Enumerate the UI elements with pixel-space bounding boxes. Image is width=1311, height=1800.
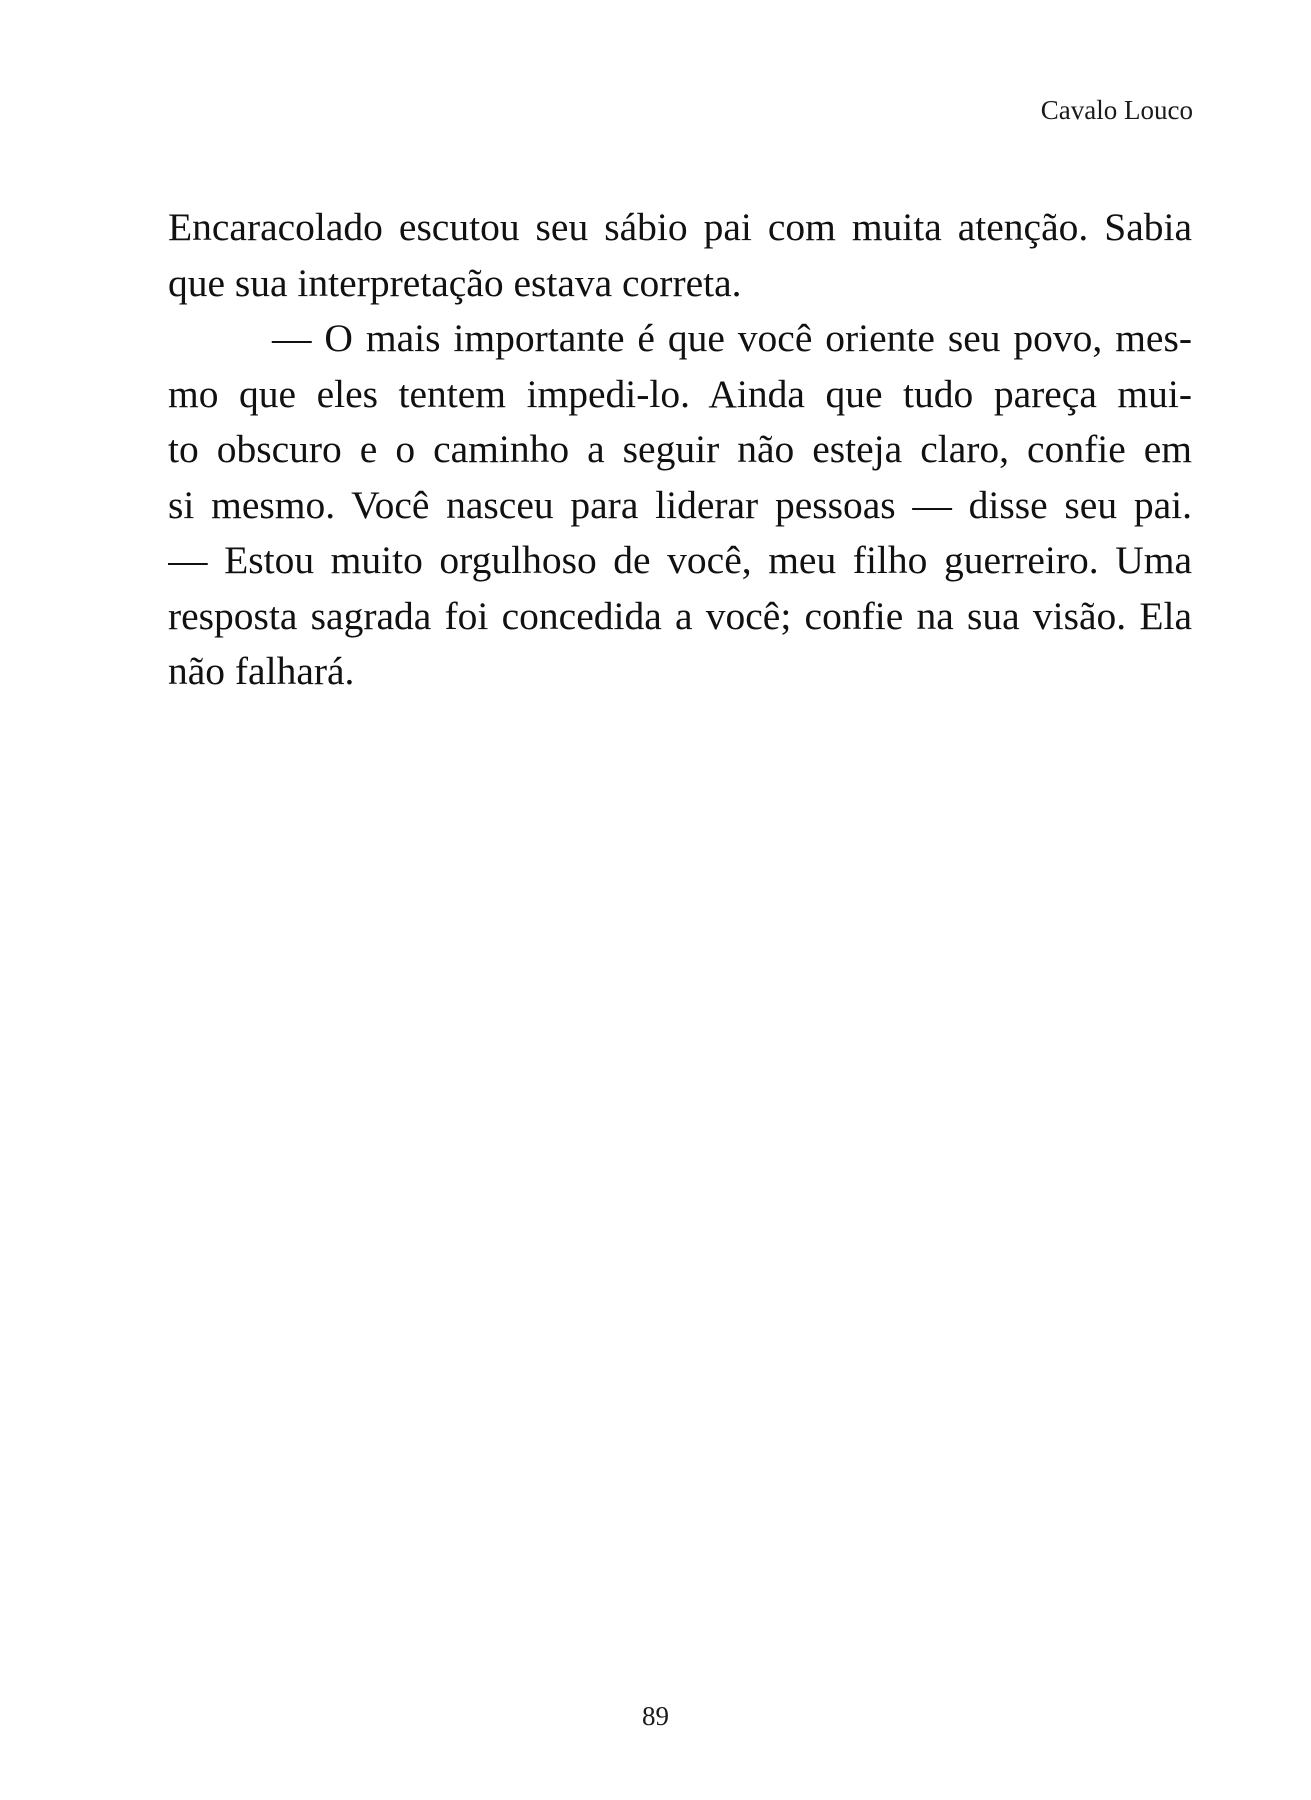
text-line: to obscuro e o caminho a seguir não esteja claro, confie em (168, 427, 1192, 471)
text-line: resposta sagrada foi concedida a você; confie na sua visão. Ela (168, 593, 1192, 638)
text-line: que sua interpretação estava correta. (168, 260, 742, 305)
text-line: — Estou muito orgulhoso de você, meu filho guerreiro. Uma (168, 538, 1192, 582)
text-line: mo que eles tentem impedi-lo. Ainda que tudo pareça mui- (168, 371, 1192, 416)
text-line: não falhará. (168, 649, 355, 693)
text-line: si mesmo. Você nasceu para liderar pessoas — disse seu pai. (168, 482, 1192, 527)
text-line: Encaracolado escutou seu sábio pai com muita atenção. Sabia (168, 205, 1192, 249)
text-line: — O mais importante é que você oriente seu povo, mes- (272, 316, 1192, 360)
body-text (168, 200, 1192, 700)
page-number: 89 (642, 1701, 669, 1731)
running-header: Cavalo Louco (1040, 95, 1193, 125)
